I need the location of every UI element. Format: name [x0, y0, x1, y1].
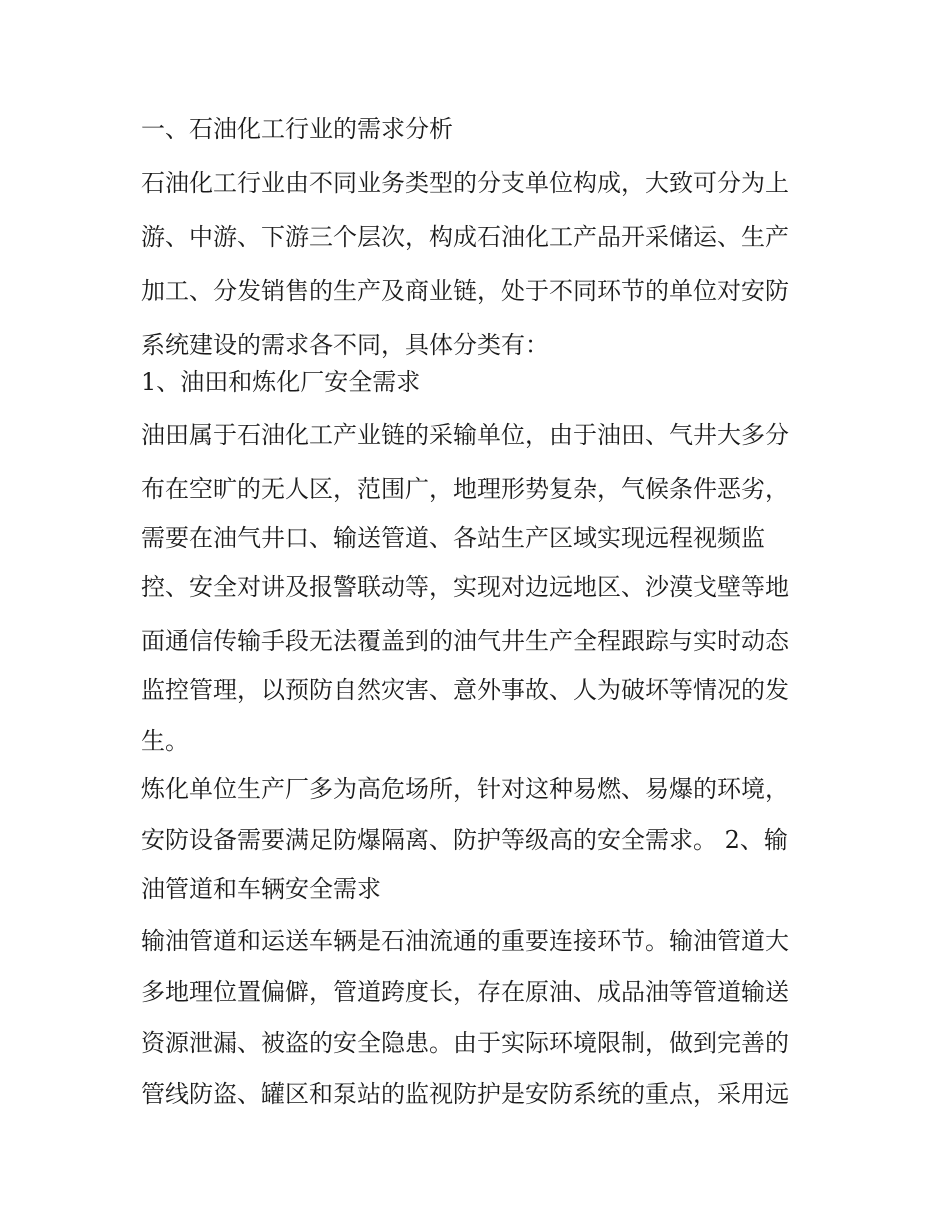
text-line: 安防设备需要满足防爆隔离、防护等级高的安全需求。 2、输: [141, 826, 788, 854]
text-line: 布在空旷的无人区，范围广，地理形势复杂，气候条件恶劣，: [141, 475, 789, 503]
text-line: 加工、分发销售的生产及商业链，处于不同环节的单位对安防: [141, 277, 789, 305]
text-line: 生。: [141, 727, 189, 755]
text-line: 多地理位置偏僻，管道跨度长，存在原油、成品油等管道输送: [141, 978, 789, 1006]
subsection-heading: 1、油田和炼化厂安全需求: [141, 368, 421, 396]
text-line: 炼化单位生产厂多为高危场所，针对这种易燃、易爆的环境，: [141, 775, 789, 803]
text-line: 需要在油气井口、输送管道、各站生产区域实现远程视频监: [141, 524, 765, 552]
text-line: 资源泄漏、被盗的安全隐患。由于实际环境限制，做到完善的: [141, 1029, 789, 1057]
text-line: 油管道和车辆安全需求: [141, 875, 381, 903]
text-line: 游、中游、下游三个层次，构成石油化工产品开采储运、生产: [141, 223, 789, 251]
text-line: 控、安全对讲及报警联动等，实现对边远地区、沙漠戈壁等地: [141, 573, 789, 601]
text-line: 油田属于石油化工产业链的采输单位，由于油田、气井大多分: [141, 421, 789, 449]
text-line: 输油管道和运送车辆是石油流通的重要连接环节。输油管道大: [141, 927, 789, 955]
section-heading: 一、石油化工行业的需求分析: [141, 115, 453, 143]
text-line: 监控管理，以预防自然灾害、意外事故、人为破坏等情况的发: [141, 676, 789, 704]
text-line: 面通信传输手段无法覆盖到的油气井生产全程跟踪与实时动态: [141, 627, 789, 655]
text-line: 石油化工行业由不同业务类型的分支单位构成，大致可分为上: [141, 169, 789, 197]
text-line: 管线防盗、罐区和泵站的监视防护是安防系统的重点，采用远: [141, 1080, 789, 1108]
text-line: 系统建设的需求各不同，具体分类有：: [141, 331, 549, 359]
